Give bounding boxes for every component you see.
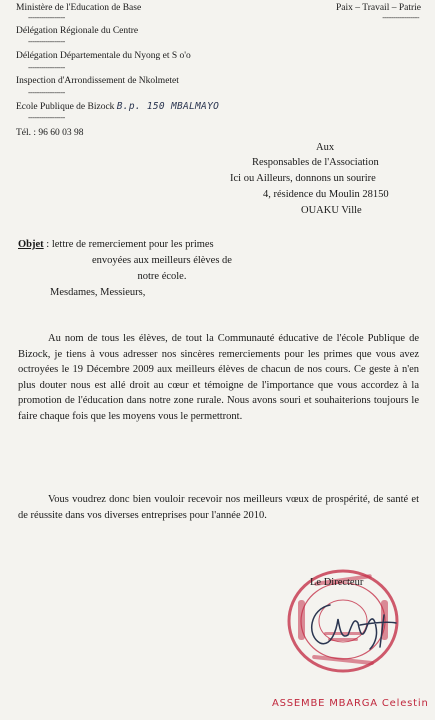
recipient-line-3: Ici ou Ailleurs, donnons un sourire (230, 173, 376, 184)
ministry-line: Ministère de l'Education de Base (16, 3, 142, 13)
separator: ----------------- (28, 88, 65, 97)
school-postal-handwritten: B.p. 150 MBALMAYO (116, 101, 220, 112)
subject-text-3: notre école. (137, 271, 187, 282)
separator: ----------------- (28, 37, 65, 46)
subject-text-1: : lettre de remerciement pour les primes (43, 239, 214, 250)
body-paragraph-2: Vous voudrez donc bien vouloir recevoir nos meilleurs vœux de prospérité, de santé et de réussite dans vos diverses entreprises pour l'année 2010. (18, 494, 419, 521)
handwritten-signature (300, 595, 400, 657)
separator: ----------------- (28, 13, 65, 22)
subject-label: Objet (18, 239, 44, 250)
separator: ----------------- (28, 113, 65, 122)
inspection-line: Inspection d'Arrondissement de Nkolmetet (16, 76, 179, 86)
department-line: Délégation Départementale du Nyong et S o'o (16, 51, 191, 61)
body-paragraph-1: Au nom de tous les élèves, de tout la Communauté éducative de l'école Publique de Bizock, je tiens à vous adresser nos sincères remerciements pour les primes que vous avez octroyées le 19 Décembre 2009 aux meilleurs élèves de chacun de nos cours. Ce geste à n'en plus douter nous est allé droit au cœur et témoigne de l'importance que vous accordez à la promotion de l'éducation dans notre zone rurale. Nous avons souri et souhaiterions toujours le faire chaque fois que les moyens vous le permettront. (18, 333, 419, 422)
separator: ----------------- (382, 13, 419, 22)
recipient-line-1: Aux (316, 142, 335, 153)
separator: ----------------- (28, 63, 65, 72)
school-name: Ecole Publique de Bizock (16, 102, 115, 112)
recipient-line-2: Responsables de l'Association (252, 157, 379, 168)
recipient-line-5: OUAKU Ville (301, 205, 362, 216)
greeting: Mesdames, Messieurs, (50, 287, 146, 298)
school-line (16, 101, 219, 112)
signature-title: Le Directeur (310, 577, 364, 588)
subject-text-2: envoyées aux meilleurs élèves de (92, 255, 232, 266)
subject-line (18, 237, 258, 253)
recipient-line-4: 4, résidence du Moulin 28150 (263, 189, 389, 200)
national-motto: Paix – Travail – Patrie (336, 3, 421, 13)
signatory-name-stamp: ASSEMBE MBARGA Celestin (272, 698, 429, 709)
region-line: Délégation Régionale du Centre (16, 26, 139, 36)
phone-line: Tél. : 96 60 03 98 (16, 128, 84, 138)
